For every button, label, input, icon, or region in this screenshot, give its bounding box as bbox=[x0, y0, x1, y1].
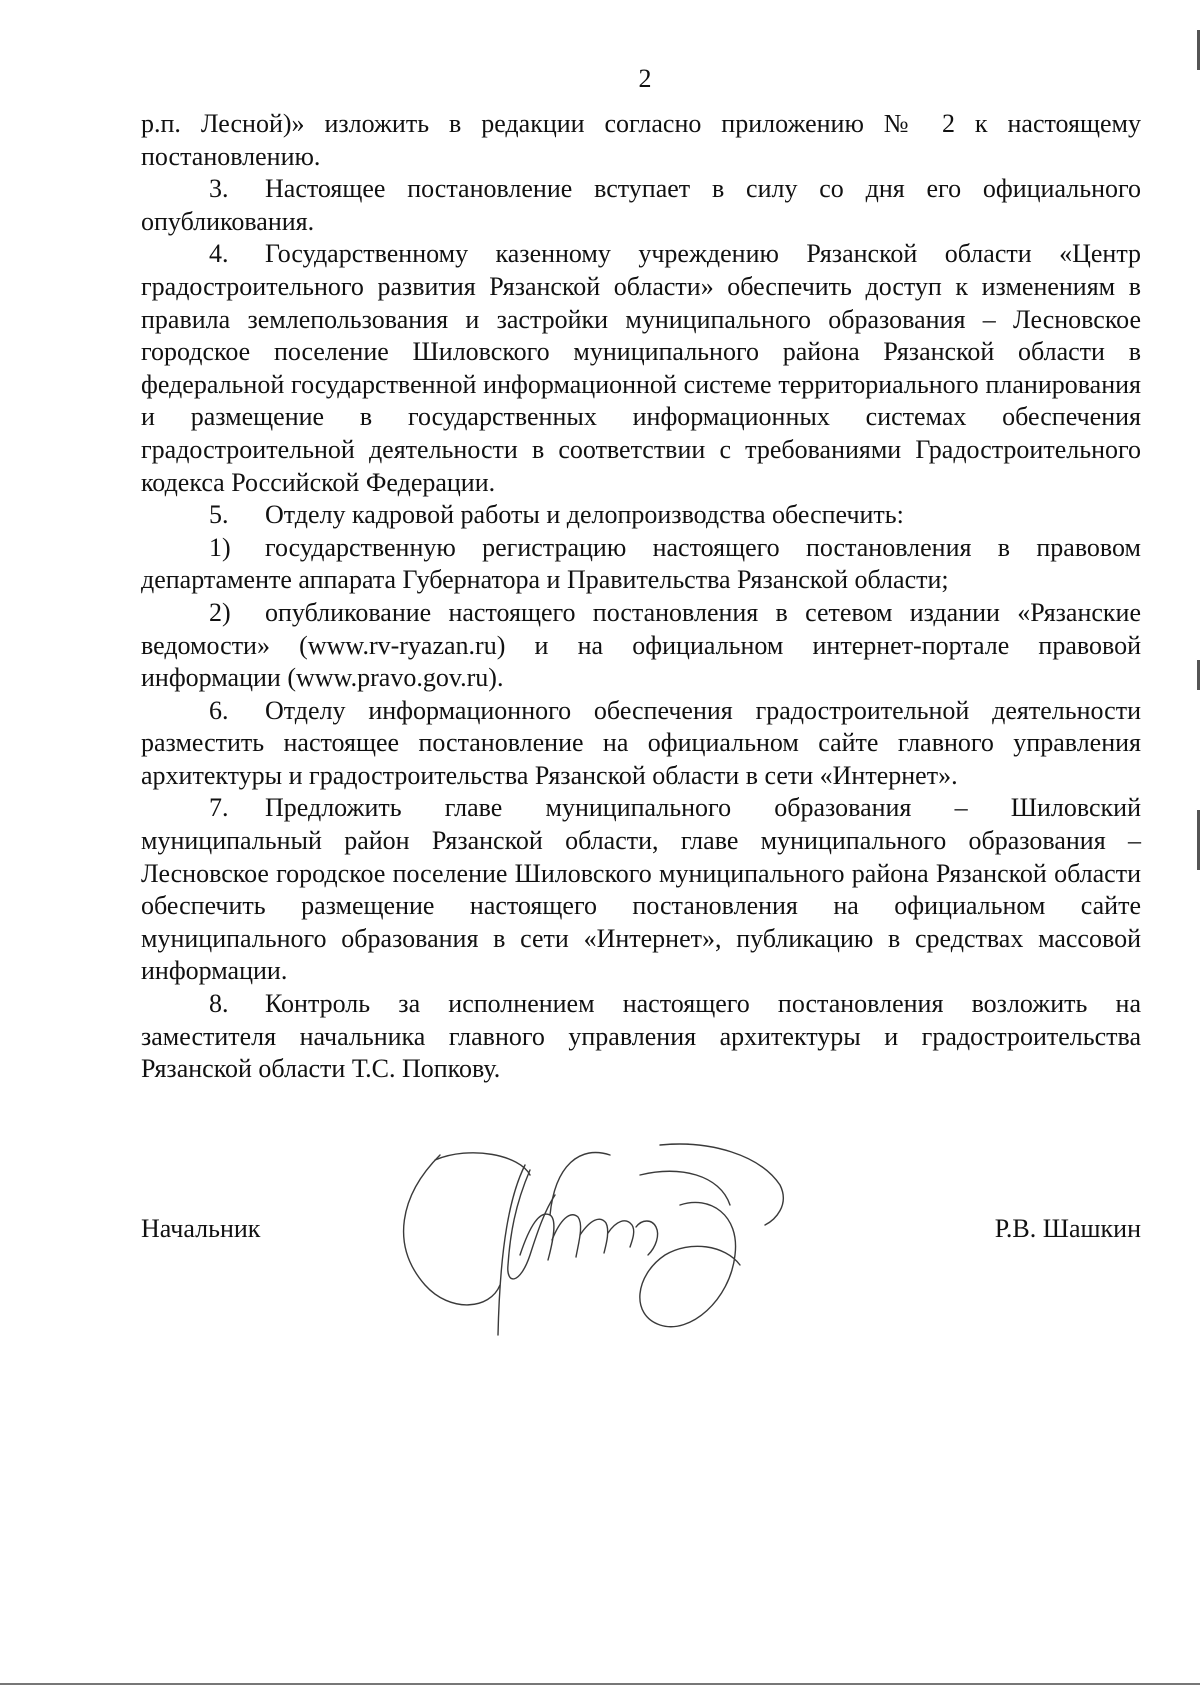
paragraph-number: 6. bbox=[209, 695, 229, 725]
paragraph-5 bbox=[141, 499, 1141, 532]
paragraph-text: Отделу кадровой работы и делопроизводства обеспечить: bbox=[265, 500, 904, 530]
paragraph-text: Контроль за исполнением настоящего постановления возложить на заместителя начальника главного управления архитектуры и градостроительства Рязанской области Т.С. Попкову. bbox=[141, 989, 1141, 1084]
paragraph-text: государственную регистрацию настоящего постановления в правовом департаменте аппарата Губернатора и Правительства Рязанской области; bbox=[141, 532, 1141, 595]
signature-block bbox=[141, 1214, 1141, 1254]
paragraph-5-2 bbox=[141, 597, 1141, 695]
paragraph-continuation bbox=[141, 108, 1141, 173]
page-number: 2 bbox=[638, 64, 652, 93]
paragraph-5-1 bbox=[141, 532, 1141, 597]
paragraph-number: 4. bbox=[209, 239, 229, 269]
paragraph-number: 3. bbox=[209, 174, 229, 204]
signatory-title: Начальник bbox=[141, 1214, 261, 1243]
document-body bbox=[141, 108, 1141, 1086]
paragraph-text: Настоящее постановление вступает в силу со дня его официального опубликования. bbox=[141, 174, 1141, 236]
paragraph-text: Государственному казенному учреждению Рязанской области «Центр градостроительного развития Рязанской области» обеспечить доступ к изменениям в правила землепользования и застройки муниципального образования – Лесновское городское поселение Шиловского муниципального района Рязанской области в федеральной государственной информационной системе территориального планирования и размещение в государственных информационных системах обеспечения градостроительной деятельности в соответствии с требованиями Градостроительного кодекса Российской Федерации. bbox=[141, 239, 1141, 497]
scan-bottom-edge bbox=[0, 1683, 1200, 1685]
paragraph-number: 5. bbox=[209, 500, 229, 530]
paragraph-number: 7. bbox=[209, 793, 229, 823]
paragraph-3 bbox=[141, 173, 1141, 238]
paragraph-6 bbox=[141, 695, 1141, 793]
paragraph-text: опубликование настоящего постановления в сетевом издании «Рязанские ведомости» (www.rv-ryazan.ru) и на официальном интернет-портале правовой информации (www.pravo.gov.ru). bbox=[141, 597, 1141, 693]
paragraph-4 bbox=[141, 238, 1141, 499]
paragraph-number: 1) bbox=[209, 532, 231, 562]
paragraph-7 bbox=[141, 792, 1141, 988]
paragraph-8 bbox=[141, 988, 1141, 1086]
paragraph-text: р.п. Лесной)» изложить в редакции согласно приложению № 2 к настоящему постановлению. bbox=[141, 109, 1141, 171]
paragraph-text: Отделу информационного обеспечения градостроительной деятельности разместить настоящее постановление на официальном сайте главного управления архитектуры и градостроительства Рязанской области в сети «Интернет». bbox=[141, 695, 1141, 790]
signatory-name: Р.В. Шашкин bbox=[994, 1214, 1141, 1243]
paragraph-number: 2) bbox=[209, 597, 231, 627]
paragraph-number: 8. bbox=[209, 989, 229, 1019]
paragraph-text: Предложить главе муниципального образования – Шиловский муниципальный район Рязанской области, главе муниципального образования – Лесновское городское поселение Шиловского муниципального района Рязанской области обеспечить размещение настоящего постановления на официальном сайте муниципального образования в сети «Интернет», публикацию в средствах массовой информации. bbox=[141, 793, 1141, 986]
